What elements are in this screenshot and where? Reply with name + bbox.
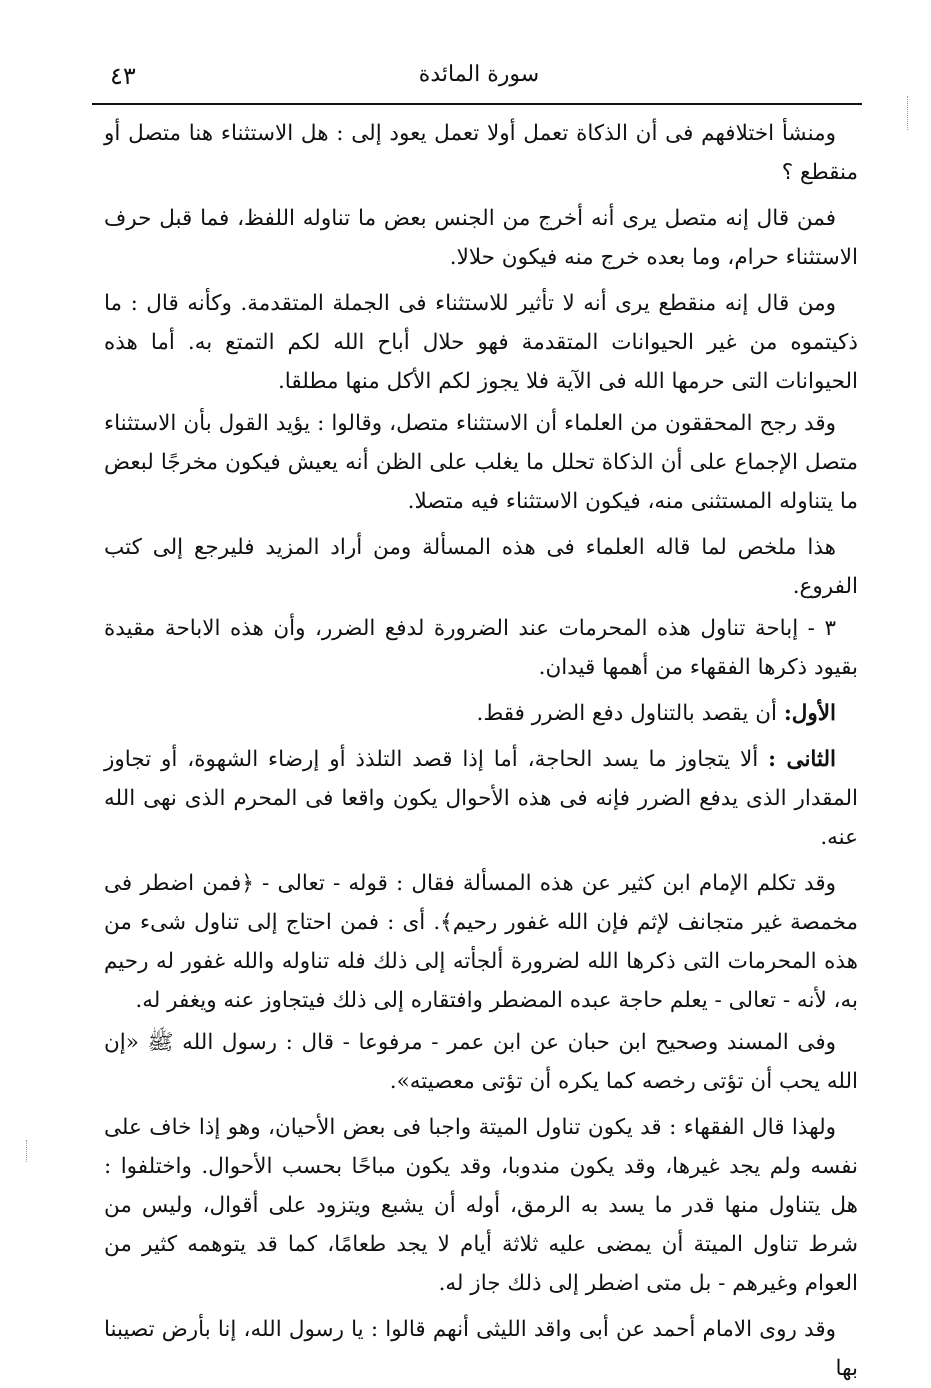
paragraph (104, 694, 858, 733)
page-number: ٤٣ (110, 62, 136, 90)
paragraph (104, 528, 858, 606)
paragraph (104, 864, 858, 1020)
paragraph (104, 404, 858, 521)
paragraph (104, 199, 858, 277)
paragraph-text: ألا يتجاوز ما يسد الحاجة، أما إذا قصد التلذذ أو إرضاء الشهوة، أو تجاوز المقدار الذى يدفع الضرر فإنه فى هذه الأحوال يكون واقعا فى المحرم الذى نهى الله عنه. (104, 747, 858, 850)
paragraph-text: ومن قال إنه منقطع يرى أنه لا تأثير للاستثناء فى الجملة المتقدمة. وكأنه قال : ما ذكيتموه من غير الحيوانات المتقدمة فهو حلال أباح الله لكم التمتع به. أما هذه الحيوانات التى حرمها الله فى الآية فلا يجوز لكم الأكل منها مطلقا. (104, 291, 858, 394)
paragraph (104, 609, 858, 687)
paragraph (104, 1023, 858, 1101)
body-text (104, 114, 858, 1381)
scan-edge-mark (26, 1140, 27, 1162)
running-title: سورة المائدة (418, 62, 540, 87)
paragraph-text: وقد رجح المحققون من العلماء أن الاستثناء متصل، وقالوا : يؤيد القول بأن الاستثناء متصل الإجماع على أن الذكاة تحلل ما يغلب على الظن أنه يعيش فيكون مخرجًا لبعض ما يتناوله المستثنى منه، فيكون الاستثناء فيه متصلا. (104, 411, 858, 514)
paragraph-text: وقد روى الامام أحمد عن أبى واقد الليثى أنهم قالوا : يا رسول الله، إنا بأرض تصيبنا بها (104, 1317, 858, 1381)
page-header (96, 56, 862, 100)
scan-edge-mark (907, 96, 908, 130)
header-rule (92, 103, 862, 105)
paragraph-text: فمن قال إنه متصل يرى أنه أخرج من الجنس بعض ما تناوله اللفظ، فما قبل حرف الاستثناء حرام، وما بعده خرج منه فيكون حلالا. (104, 206, 858, 270)
paragraph-lead: الثانى : (768, 747, 836, 772)
paragraph-text: ٣ - إباحة تناول هذه المحرمات عند الضرورة لدفع الضرر، وأن هذه الاباحة مقيدة بقيود ذكرها الفقهاء من أهمها قيدان. (104, 616, 858, 680)
paragraph (104, 1108, 858, 1303)
paragraph-text: وفى المسند وصحيح ابن حبان عن ابن عمر - مرفوعا - قال : رسول الله ﷺ «إن الله يحب أن تؤتى رخصه كما يكره أن تؤتى معصيته». (104, 1030, 858, 1094)
paragraph-lead: الأول: (783, 701, 836, 726)
paragraph (104, 1310, 858, 1388)
paragraph (104, 740, 858, 857)
paragraph-text: ومنشأ اختلافهم فى أن الذكاة تعمل أولا تعمل يعود إلى : هل الاستثناء هنا متصل أو منقطع ؟ (104, 121, 858, 185)
paragraph-text: هذا ملخص لما قاله العلماء فى هذه المسألة ومن أراد المزيد فليرجع إلى كتب الفروع. (104, 535, 858, 599)
paragraph (104, 114, 858, 192)
paragraph (104, 284, 858, 401)
paragraph-text: وقد تكلم الإمام ابن كثير عن هذه المسألة فقال : قوله - تعالى - ﴿فمن اضطر فى مخمصة غير متجانف لإثم فإن الله غفور رحيم﴾. أى : فمن احتاج إلى تناول شىء من هذه المحرمات التى ذكرها الله لضرورة ألجأته إلى ذلك فله تناوله والله غفور له رحيم به، لأنه - تعالى - يعلم حاجة عبده المضطر وافتقاره إلى ذلك فيتجاوز عنه ويغفر له. (104, 871, 858, 1013)
paragraph-text: أن يقصد بالتناول دفع الضرر فقط. (476, 701, 784, 726)
paragraph-text: ولهذا قال الفقهاء : قد يكون تناول الميتة واجبا فى بعض الأحيان، وهو إذا خاف على نفسه ولم يجد غيرها، وقد يكون مندوبا، وقد يكون مباحًا بحسب الأحوال. واختلفوا : هل يتناول منها قدر ما يسد به الرمق، أوله أن يشبع ويتزود على أقوال، وليس من شرط تناول الميتة أن يمضى عليه ثلاثة أيام لا يجد طعامًا، كما قد يتوهمه كثير من العوام وغيرهم - بل متى اضطر إلى ذلك جاز له. (104, 1115, 858, 1296)
